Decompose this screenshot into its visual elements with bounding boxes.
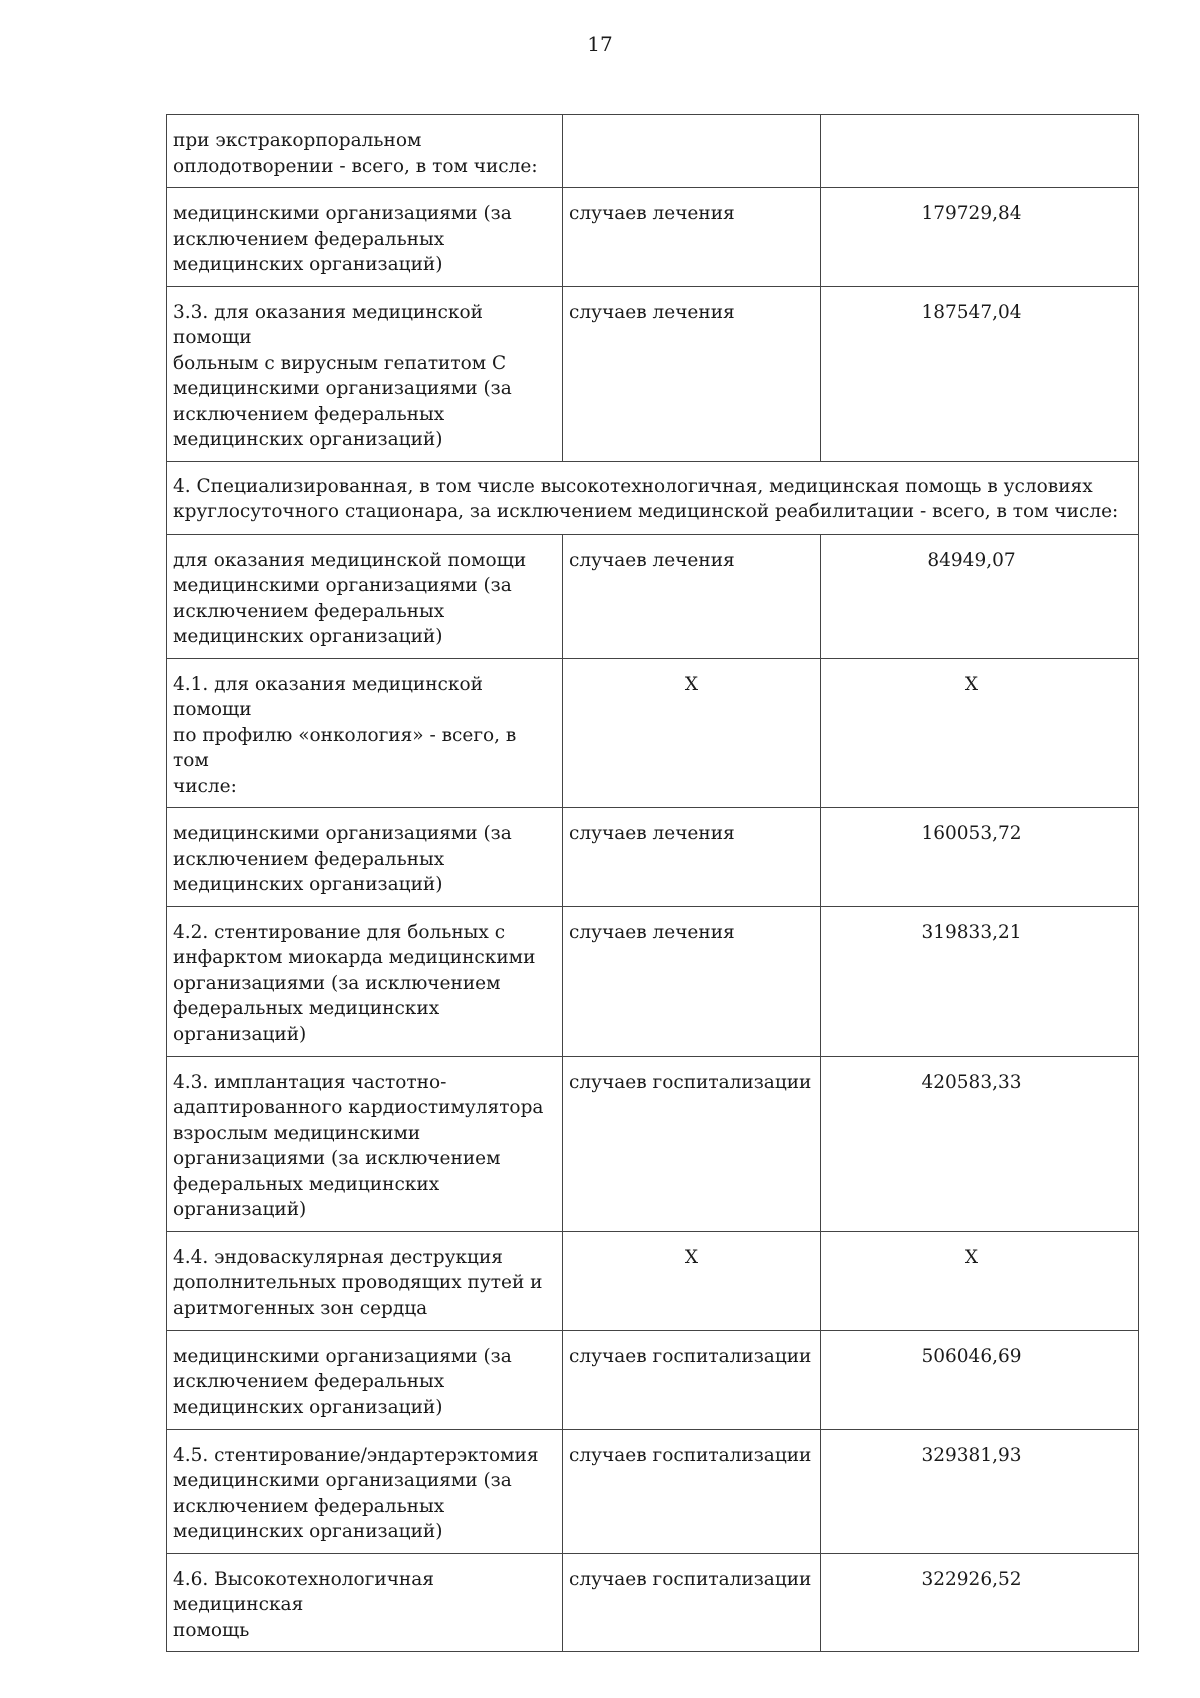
row-unit: случаев госпитализации [563, 1553, 821, 1652]
row-unit: случаев лечения [563, 808, 821, 907]
table-row [167, 1330, 1139, 1429]
row-value: 322926,52 [821, 1553, 1139, 1652]
section-heading: 4. Специализированная, в том числе высокотехнологичная, медицинская помощь в условиях круглосуточного стационара, за исключением медицинской реабилитации - всего, в том числе: [167, 461, 1139, 534]
row-value: 160053,72 [821, 808, 1139, 907]
page-number: 17 [587, 32, 613, 56]
row-name: медицинскими организациями (за исключением федеральных медицинских организаций) [167, 808, 563, 907]
row-unit: X [563, 658, 821, 808]
row-name: для оказания медицинской помощи медицинскими организациями (за исключением федеральных медицинских организаций) [167, 534, 563, 658]
table-row [167, 188, 1139, 287]
table-row [167, 1056, 1139, 1231]
tariff-table [166, 114, 1139, 1652]
row-name: 4.2. стентирование для больных с инфарктом миокарда медицинскими организациями (за исключением федеральных медицинских организаций) [167, 906, 563, 1056]
table-row [167, 1231, 1139, 1330]
row-value: 420583,33 [821, 1056, 1139, 1231]
row-unit: случаев госпитализации [563, 1429, 821, 1553]
row-unit: X [563, 1231, 821, 1330]
row-name: при экстракорпоральном оплодотворении - всего, в том числе: [167, 115, 563, 188]
row-unit: случаев лечения [563, 906, 821, 1056]
row-value: 506046,69 [821, 1330, 1139, 1429]
row-unit: случаев госпитализации [563, 1056, 821, 1231]
row-name: 4.1. для оказания медицинской помощи по профилю «онкология» - всего, в том числе: [167, 658, 563, 808]
row-name: 4.6. Высокотехнологичная медицинская помощь [167, 1553, 563, 1652]
section-row [167, 461, 1139, 534]
row-unit: случаев госпитализации [563, 1330, 821, 1429]
table-row [167, 658, 1139, 808]
row-unit: случаев лечения [563, 534, 821, 658]
table-row [167, 534, 1139, 658]
row-value: X [821, 1231, 1139, 1330]
table-row [167, 906, 1139, 1056]
row-unit [563, 115, 821, 188]
row-value: 84949,07 [821, 534, 1139, 658]
row-name: 4.5. стентирование/эндартерэктомия медицинскими организациями (за исключением федеральных медицинских организаций) [167, 1429, 563, 1553]
row-unit: случаев лечения [563, 286, 821, 461]
row-unit: случаев лечения [563, 188, 821, 287]
row-value: 329381,93 [821, 1429, 1139, 1553]
table-row [167, 1553, 1139, 1652]
row-name: 4.3. имплантация частотно- адаптированного кардиостимулятора взрослым медицинскими организациями (за исключением федеральных медицинских организаций) [167, 1056, 563, 1231]
row-name: 3.3. для оказания медицинской помощи больным с вирусным гепатитом С медицинскими организациями (за исключением федеральных медицинских организаций) [167, 286, 563, 461]
row-value: 319833,21 [821, 906, 1139, 1056]
row-name: 4.4. эндоваскулярная деструкция дополнительных проводящих путей и аритмогенных зон сердца [167, 1231, 563, 1330]
row-value: 187547,04 [821, 286, 1139, 461]
table-row [167, 286, 1139, 461]
table-row [167, 115, 1139, 188]
row-name: медицинскими организациями (за исключением федеральных медицинских организаций) [167, 1330, 563, 1429]
row-value: X [821, 658, 1139, 808]
row-name: медицинскими организациями (за исключением федеральных медицинских организаций) [167, 188, 563, 287]
table-row [167, 1429, 1139, 1553]
row-value: 179729,84 [821, 188, 1139, 287]
row-value [821, 115, 1139, 188]
table-row [167, 808, 1139, 907]
